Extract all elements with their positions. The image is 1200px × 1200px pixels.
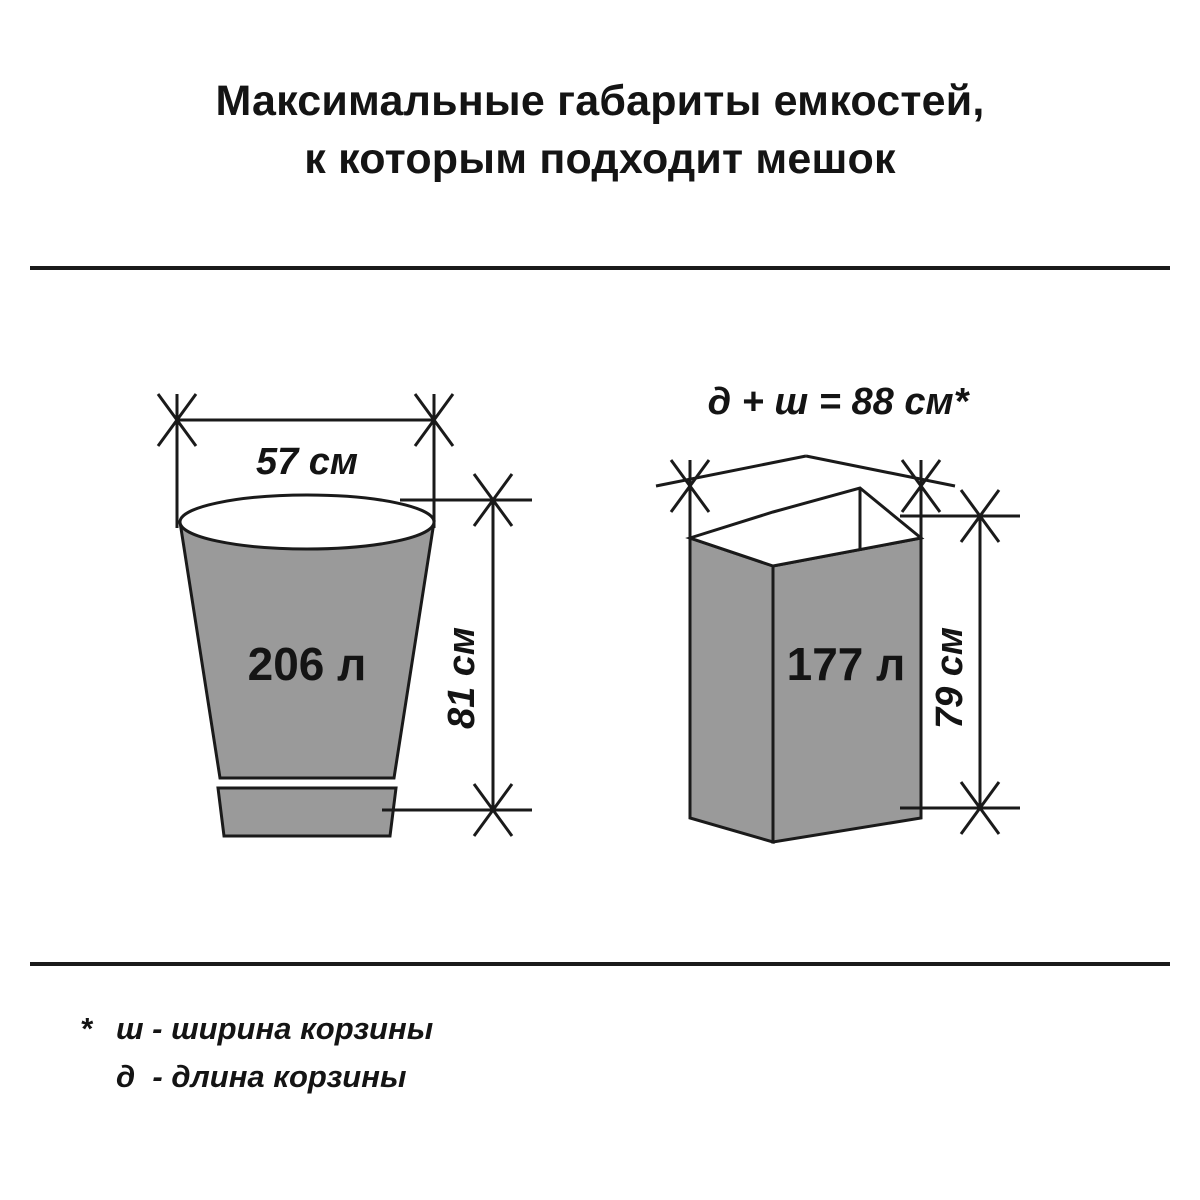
footnote [80,1005,980,1101]
round-bin-rim [180,495,434,549]
round-bin-height-label: 81 см [441,626,483,730]
footnote-text-1: ш - ширина корзины [116,1011,434,1046]
rect-bin-front-face [773,538,921,842]
round-bin-width-label: 57 см [255,441,359,483]
page-title-line-1: Максимальные габариты емкостей, [215,77,985,125]
figure-rect-bin [656,381,1020,842]
rect-bin-left-face [690,538,773,842]
footnote-row-2 [80,1053,980,1101]
footnote-row-1 [80,1005,980,1053]
footnote-text-2: д - длина корзины [116,1059,407,1095]
rect-bin-height-label: 79 см [929,626,971,730]
diagram-canvas [0,266,1200,962]
page-title-line-2: к которым подходит мешок [304,135,896,184]
figure-round-bin [158,394,532,836]
divider-bottom [30,962,1170,966]
round-bin-volume-label: 206 л [247,638,367,690]
page-title [0,72,1200,188]
rect-bin-width-label: д + ш = 88 см* [707,381,969,423]
rect-bin-volume-label: 177 л [786,638,906,690]
footnote-mark: * [80,1011,93,1046]
round-bin-base [218,788,396,836]
